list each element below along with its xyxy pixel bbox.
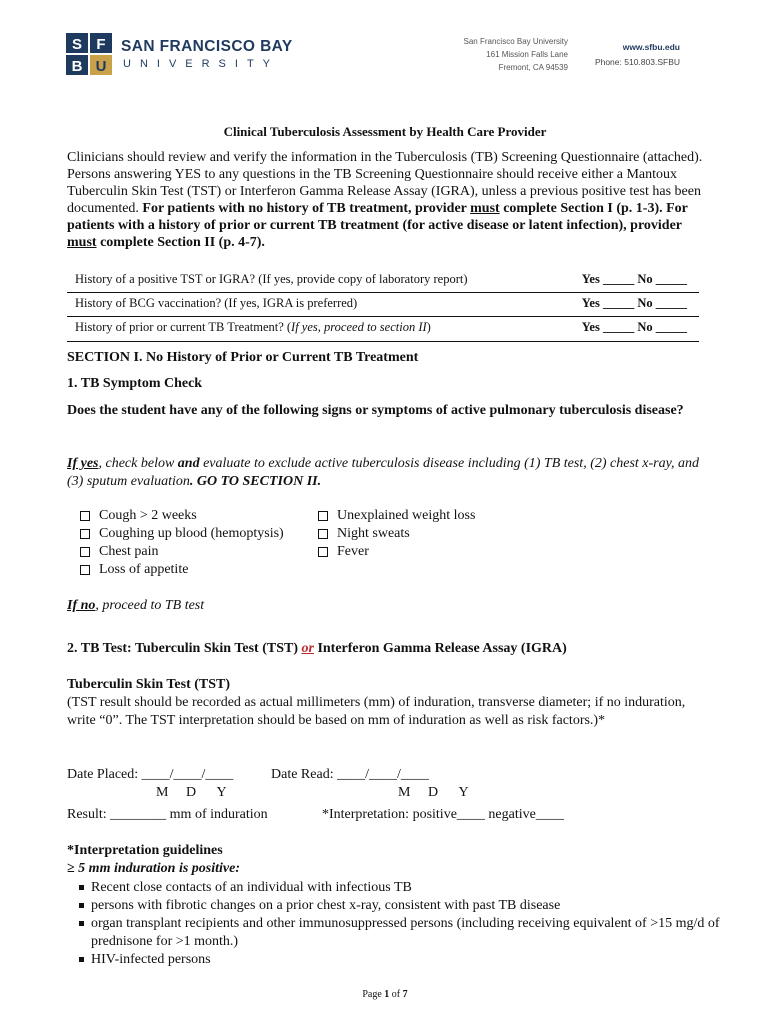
yes-no-field[interactable]: Yes _____ No _____ bbox=[581, 320, 687, 334]
yes-no-field[interactable]: Yes _____ No _____ bbox=[581, 272, 687, 286]
if-no-instruction: If no, proceed to TB test bbox=[67, 598, 205, 613]
university-sub: UNIVERSITY bbox=[123, 58, 280, 70]
svg-text:S: S bbox=[71, 36, 83, 53]
address-block bbox=[452, 35, 568, 74]
list-item: HIV-infected persons bbox=[79, 951, 724, 969]
tst-note: (TST result should be recorded as actual millimeters (mm) of induration, transverse diameter; if no induration, write “0”. The TST interpretation should be based on mm of induration as well as risk factors.)* bbox=[67, 695, 686, 728]
tb-test-heading: 2. TB Test: Tuberculin Skin Test (TST) or Interferon Gamma Release Assay (IGRA) bbox=[67, 641, 567, 656]
intro-bold: complete Section II (p. 4-7). bbox=[96, 235, 265, 250]
checkbox[interactable] bbox=[80, 547, 90, 557]
contact-block bbox=[590, 40, 680, 70]
history-row bbox=[67, 268, 699, 292]
page-number: 1 bbox=[384, 989, 390, 1000]
symptom-item[interactable]: Cough > 2 weeks bbox=[80, 507, 284, 525]
intro-bold: complete Section I (p. 1-3). For patients with a history of prior or current TB treatment (for active disease or latent infection), provider bbox=[67, 201, 688, 233]
guidelines-subheading: ≥ 5 mm induration is positive: bbox=[67, 861, 240, 876]
history-question: History of a positive TST or IGRA? (If yes, provide copy of laboratory report) bbox=[75, 272, 468, 286]
page-footer: Page 1 of 7 bbox=[362, 989, 408, 1000]
intro-must: must bbox=[67, 235, 97, 250]
checkbox[interactable] bbox=[80, 529, 90, 539]
date-placed-field[interactable]: Date Placed: ____/____/____ bbox=[67, 767, 234, 782]
result-field[interactable]: Result: ________ mm of induration bbox=[67, 807, 268, 822]
symptom-item[interactable]: Night sweats bbox=[318, 525, 475, 543]
history-question: History of BCG vaccination? (If yes, IGRA is preferred) bbox=[75, 296, 358, 310]
symptom-item[interactable]: Unexplained weight loss bbox=[318, 507, 475, 525]
sfbu-logo bbox=[66, 33, 112, 75]
intro-must: must bbox=[470, 201, 500, 216]
symptom-item[interactable]: Fever bbox=[318, 543, 475, 561]
symptom-item[interactable]: Chest pain bbox=[80, 543, 284, 561]
address-line: San Francisco Bay University bbox=[463, 37, 568, 46]
website-link[interactable]: www.sfbu.edu bbox=[622, 42, 680, 52]
university-name: SAN FRANCISCO BAY bbox=[121, 38, 293, 55]
tst-heading: Tuberculin Skin Test (TST) bbox=[67, 677, 231, 692]
phone-number: Phone: 510.803.SFBU bbox=[594, 57, 680, 67]
date-read-field[interactable]: Date Read: ____/____/____ bbox=[271, 767, 429, 782]
svg-text:B: B bbox=[71, 58, 83, 75]
intro-paragraph bbox=[67, 149, 707, 251]
history-question: History of prior or current TB Treatment? (If yes, proceed to section II) bbox=[75, 320, 431, 334]
symptom-item[interactable]: Loss of appetite bbox=[80, 561, 284, 579]
yes-no-field[interactable]: Yes _____ No _____ bbox=[581, 296, 687, 310]
page-total: 7 bbox=[402, 989, 408, 1000]
address-line: Fremont, CA 94539 bbox=[498, 63, 568, 72]
history-row bbox=[67, 292, 699, 316]
checkbox[interactable] bbox=[318, 547, 328, 557]
history-row bbox=[67, 316, 699, 340]
checkbox[interactable] bbox=[80, 511, 90, 521]
section-heading: SECTION I. No History of Prior or Current TB Treatment bbox=[67, 350, 419, 365]
svg-text:U: U bbox=[95, 58, 107, 75]
list-item: persons with fibrotic changes on a prior chest x-ray, consistent with past TB disease bbox=[79, 897, 724, 915]
address-line: 161 Mission Falls Lane bbox=[486, 50, 568, 59]
symptom-question: Does the student have any of the following signs or symptoms of active pulmonary tuberculosis disease? bbox=[67, 403, 684, 418]
list-item: organ transplant recipients and other immunosuppressed persons (including receiving equivalent of >15 mg/d of prednisone for >1 month.) bbox=[79, 915, 724, 951]
if-yes-instruction: If yes, check below and evaluate to exclude active tuberculosis disease including (1) TB test, (2) chest x-ray, and (3) sputum evaluation. GO TO SECTION II. bbox=[67, 456, 700, 489]
list-item: Recent close contacts of an individual with infectious TB bbox=[79, 879, 724, 897]
date-read-mdy: M D Y bbox=[398, 785, 469, 800]
divider bbox=[67, 341, 699, 342]
date-placed-mdy: M D Y bbox=[156, 785, 227, 800]
interpretation-field[interactable]: *Interpretation: positive____ negative____ bbox=[322, 807, 564, 822]
intro-bold: For patients with no history of TB treatment, provider bbox=[142, 201, 471, 216]
guidelines-heading: *Interpretation guidelines bbox=[67, 843, 223, 858]
symptom-list-left bbox=[80, 507, 284, 579]
checkbox[interactable] bbox=[318, 529, 328, 539]
guidelines-list bbox=[79, 879, 724, 969]
svg-text:F: F bbox=[96, 36, 106, 53]
checkbox[interactable] bbox=[80, 565, 90, 575]
symptom-check-heading: 1. TB Symptom Check bbox=[67, 376, 203, 391]
symptom-list-right bbox=[318, 507, 475, 561]
intro-text: Clinicians should review and verify the information in the Tuberculosis (TB) Screening Questionnaire (attached). Persons answering YES to any questions in the TB Screening Questionnaire should receive either a Mantoux Tuberculin Skin Test (TST) or Interferon Gamma Release Assay (IGRA), unless a previous positive test has been documented. bbox=[67, 150, 703, 216]
symptom-item[interactable]: Coughing up blood (hemoptysis) bbox=[80, 525, 284, 543]
checkbox[interactable] bbox=[318, 511, 328, 521]
document-title: Clinical Tuberculosis Assessment by Health Care Provider bbox=[223, 124, 547, 139]
